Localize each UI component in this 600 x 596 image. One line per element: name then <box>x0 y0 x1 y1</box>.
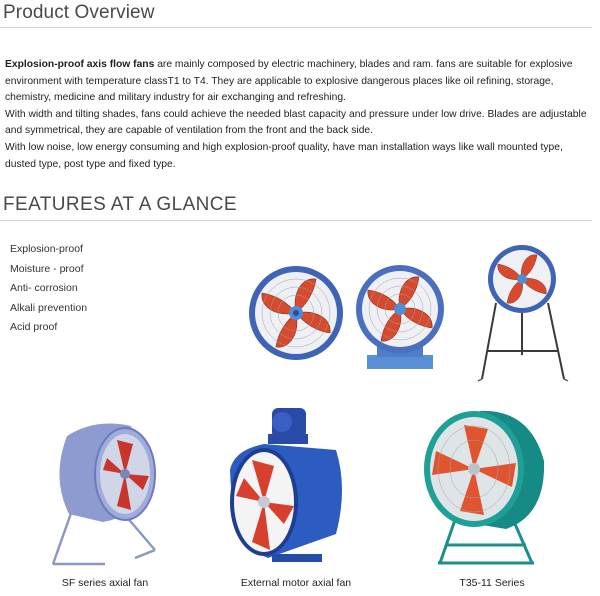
product-name-bold: Explosion-proof axis flow fans <box>5 59 155 70</box>
features-heading: FEATURES AT A GLANCE <box>3 194 237 215</box>
description-lead-text: are mainly composed by electric machinery, blades and ram. fans are suitable for explosive environment with temperature classT1 to T4. They are applicable to explosive dangerous places like oil refining, storage, chemistry, medicine and military industry for air exchanging and refreshing. <box>5 59 573 104</box>
product-caption: SF series axial fan <box>61 577 149 589</box>
feature-item: Explosion-proof <box>10 243 83 255</box>
sf-series-fan-image <box>45 418 163 568</box>
product-overview-heading: Product Overview <box>3 2 155 23</box>
description-paragraph-1 <box>5 57 590 107</box>
product-caption: T35-11 Series <box>459 577 525 589</box>
feature-item: Acid proof <box>10 321 58 333</box>
description-paragraph-2: With width and tilting shades, fans could achieve the needed blast capacity and pressure under low drive. Blades are adjustable and symmetrical, they are capable of ventilation from the front and the back side. <box>5 108 587 137</box>
feature-list <box>10 240 87 338</box>
t35-fan-image <box>420 405 552 569</box>
feature-item: Moisture - proof <box>10 262 84 275</box>
product-description <box>5 57 590 173</box>
stand-fan-image <box>474 243 570 385</box>
heading-divider <box>0 27 592 28</box>
wall-fan-image <box>246 263 346 363</box>
feature-item: Anti- corrosion <box>10 282 78 294</box>
pedestal-fan-image <box>355 263 445 373</box>
feature-item: Alkali prevention <box>10 301 88 314</box>
product-caption: External motor axial fan <box>240 577 352 589</box>
description-paragraph-3: With low noise, low energy consuming and high explosion-proof quality, have man installation ways like wall mounted type, dusted type, post type and fixed type. <box>5 141 563 170</box>
external-motor-fan-image <box>224 404 350 568</box>
heading-divider <box>0 220 592 221</box>
